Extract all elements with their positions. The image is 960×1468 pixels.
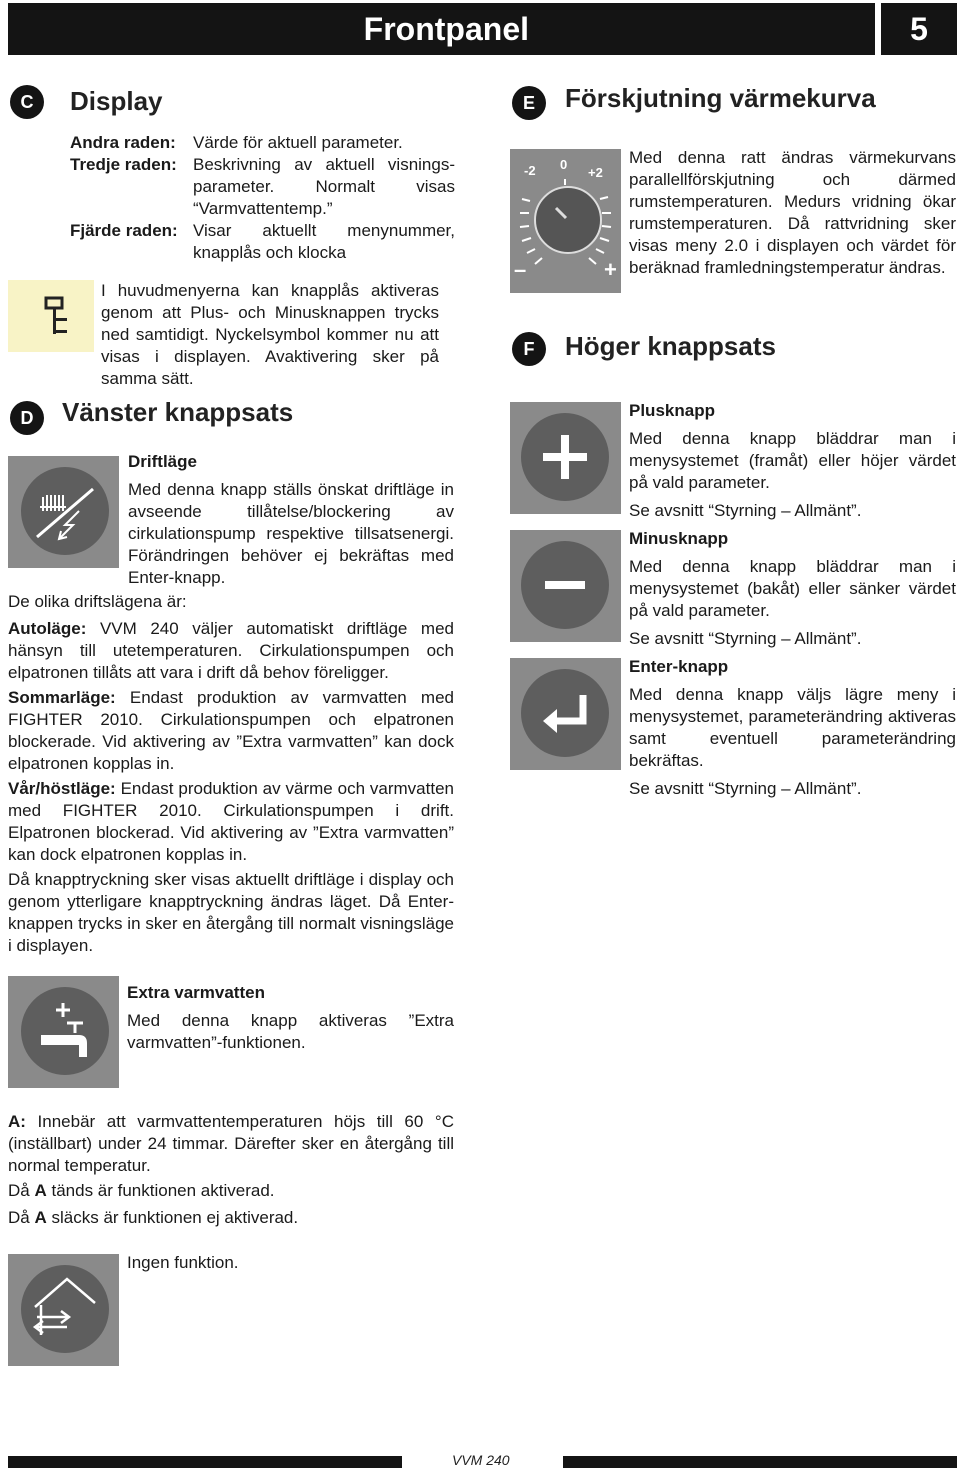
driftlage-title: Driftläge <box>128 452 197 471</box>
mode-label: Vår/höstläge: <box>8 779 116 798</box>
minus-title: Minusknapp <box>629 529 729 548</box>
heat-curve-knob-box <box>510 149 621 293</box>
house-icon-box <box>8 1254 119 1366</box>
a-on-letter: A <box>34 1181 47 1200</box>
extra-hotwater-icon-box <box>8 976 119 1088</box>
plus-button[interactable] <box>521 413 609 501</box>
mode-text: Endast produktion av varmvatten med FIGHTER 2010. Cirkulationspumpen och elpatronen blockerade. Vid aktivering av ”Extra varmvatten” kan dock elpatronen kopplas in. <box>8 688 454 773</box>
a-on-post: tänds är funktionen aktiverad. <box>51 1181 275 1200</box>
plus-icon <box>521 413 609 501</box>
knob-label-center: 0 <box>560 157 568 172</box>
section-badge-f: F <box>512 332 546 366</box>
house-button[interactable] <box>21 1265 109 1353</box>
key-icon <box>8 280 94 352</box>
knob-label-plus: + <box>604 257 617 282</box>
extra-hotwater-title: Extra varmvatten <box>127 983 265 1002</box>
mode-spring-autumn <box>8 778 454 866</box>
knob-label-minus: – <box>514 257 527 282</box>
plus-icon-box <box>510 402 621 514</box>
mode-auto <box>8 618 454 684</box>
keylock-description: I huvudmenyerna kan knapplås aktiveras genom att Plus- och Minusknappen trycks ned samtidigt. Nyckelsymbol kommer nu att visas i displayen. Avaktivering sker på samma sätt. <box>101 281 439 388</box>
section-badge-c: C <box>10 85 44 119</box>
enter-title: Enter-knapp <box>629 657 729 676</box>
row-text: Beskrivning av aktuell visnings-parameter. Normalt visas “Varmvattentemp.” <box>193 155 455 218</box>
enter-ref: Se avsnitt “Styrning – Allmänt”. <box>629 779 862 798</box>
section-title-heat-curve: Förskjutning värmekurva <box>565 83 876 113</box>
page-header-title-bar <box>8 3 875 55</box>
a-off-line <box>8 1208 298 1228</box>
enter-text: Med denna knapp väljs lägre meny i menysystemet, parameterändring aktiveras samt eventuell parameterändring bekräftas. <box>629 685 956 770</box>
footer-product: VVM 240 <box>452 1452 510 1468</box>
minus-button[interactable] <box>521 541 609 629</box>
minus-icon-box <box>510 530 621 642</box>
enter-button[interactable] <box>521 669 609 757</box>
a-off-letter: A <box>34 1208 47 1227</box>
mode-text: Endast produktion av värme och varmvatten med FIGHTER 2010. Cirkulationspumpen i drift. Elpatronen blockerad. Vid aktivering av ”Extra varmvatten” kan dock elpatronen kopplas in. <box>8 779 454 864</box>
heat-curve-text: Med denna ratt ändras värmekurvans parallellförskjutning och därmed rumstemperaturen. Medurs vridning ökar rumstemperaturen. Då rattvridning sker visas meny 2.0 i displayen och värdet för beräknad framledningstemperatur ändras. <box>629 148 956 277</box>
minus-text: Med denna knapp bläddrar man i menysystemet (bakåt) eller sänker värdet på vald parameter. <box>629 557 956 620</box>
section-badge-e: E <box>512 86 546 120</box>
section-badge-d: D <box>10 401 44 435</box>
knob-label-right: +2 <box>588 165 603 180</box>
a-on-pre: Då <box>8 1181 30 1200</box>
row-text: Värde för aktuell parameter. <box>193 133 403 152</box>
knob-label-left: -2 <box>524 163 536 178</box>
section-title-right-keypad: Höger knappsats <box>565 331 776 361</box>
row-label: Tredje raden: <box>70 155 177 174</box>
mode-label: Autoläge: <box>8 619 87 638</box>
plus-title: Plusknapp <box>629 401 715 420</box>
mode-button-icon-box <box>8 456 119 568</box>
plus-text: Med denna knapp bläddrar man i menysystemet (framåt) eller höjer värdet på vald parameter. <box>629 429 956 492</box>
display-row <box>70 154 455 220</box>
display-rows-table <box>70 132 455 264</box>
page-number: 5 <box>881 3 957 55</box>
row-text: Visar aktuellt menynummer, knapplås och klocka <box>193 221 455 262</box>
enter-icon-box <box>510 658 621 770</box>
a-off-pre: Då <box>8 1208 30 1227</box>
mode-button[interactable] <box>21 467 109 555</box>
row-label: Andra raden: <box>70 133 176 152</box>
section-title-left-keypad: Vänster knappsats <box>62 397 294 427</box>
extra-hotwater-button[interactable] <box>21 987 109 1075</box>
heat-curve-knob[interactable] <box>534 186 602 254</box>
knob-pointer-icon <box>536 188 600 252</box>
mode-label: Sommarläge: <box>8 688 116 707</box>
modes-intro: De olika driftslägena är: <box>8 592 187 611</box>
mode-icon <box>21 467 109 555</box>
extra-hotwater-text: Med denna knapp aktiveras ”Extra varmvatten”-funktionen. <box>127 1011 454 1052</box>
mode-press-text: Då knapptryckning sker visas aktuellt driftläge i display och genom ytterligare knapptryckning ändras läget. Då Enter-knappen trycks in sker en återgång till normalt visningsläge i displayen. <box>8 870 454 955</box>
mode-text: VVM 240 väljer automatiskt driftläge med hänsyn till utetemperaturen. Cirkulationspumpen och elpatronen tillåts att vara i drift då behov föreligger. <box>8 619 454 682</box>
display-row <box>70 220 455 264</box>
plus-ref: Se avsnitt “Styrning – Allmänt”. <box>629 501 862 520</box>
enter-icon <box>521 669 609 757</box>
a-on-line <box>8 1181 275 1201</box>
a-label: A: <box>8 1112 26 1131</box>
mode-summer <box>8 687 454 775</box>
a-description <box>8 1111 454 1177</box>
no-function-text: Ingen funktion. <box>127 1253 239 1272</box>
keylock-icon-box <box>8 280 94 352</box>
a-off-post: släcks är funktionen ej aktiverad. <box>51 1208 299 1227</box>
a-text: Innebär att varmvattentemperaturen höjs till 60 °C (inställbart) under 24 timmar. Därefter sker en återgång till normal temperatur. <box>8 1112 454 1175</box>
footer-bar-right <box>563 1456 957 1468</box>
row-label: Fjärde raden: <box>70 221 178 240</box>
tap-plus-icon <box>21 987 109 1075</box>
house-arrows-icon <box>21 1265 109 1353</box>
minus-icon <box>521 541 609 629</box>
page-title: Frontpanel <box>363 10 529 47</box>
minus-ref: Se avsnitt “Styrning – Allmänt”. <box>629 629 862 648</box>
display-row <box>70 132 455 154</box>
footer-bar-left <box>8 1456 402 1468</box>
driftlage-text: Med denna knapp ställs önskat driftläge in avseende tillåtelse/blockering av cirkulationspump respektive tillsatsenergi. Förändringen behöver ej bekräftas med Enter-knapp. <box>128 480 454 587</box>
section-title-display: Display <box>70 86 163 116</box>
